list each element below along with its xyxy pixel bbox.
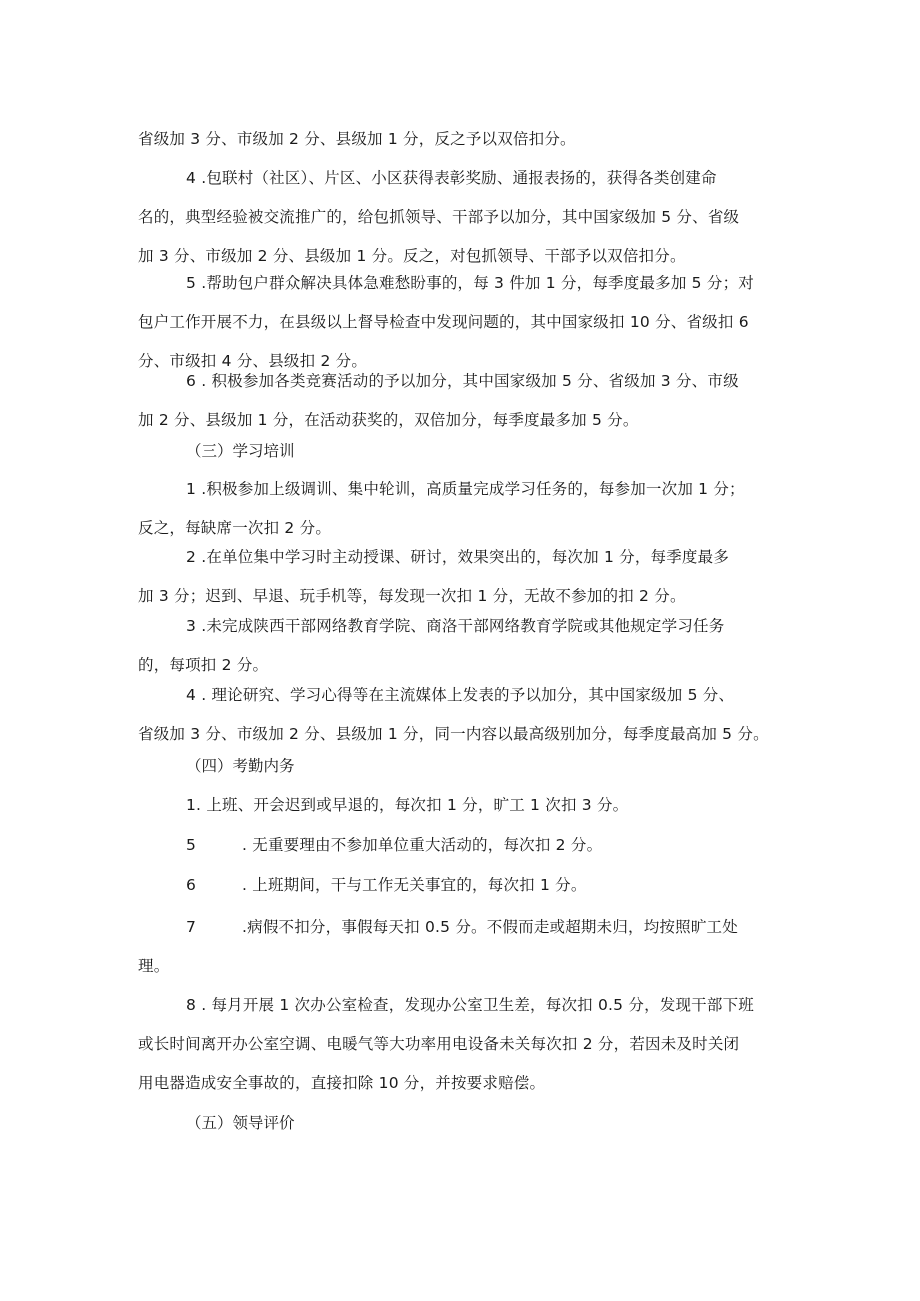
text-line (138, 908, 798, 947)
item-text: .病假不扣分，事假每天扣 0.5 分。不假而走或超期未归，均按照旷工处 (242, 918, 738, 936)
text-line: 加 2 分、县级加 1 分，在活动获奖的，双倍加分，每季度最多加 5 分。 (138, 411, 639, 429)
text-line: 4 .包联村（社区）、片区、小区获得表彰奖励、通报表扬的，获得各类创建命 (186, 169, 717, 187)
text-line: 加 3 分、市级加 2 分、县级加 1 分。反之，对包抓领导、干部予以双倍扣分。 (138, 247, 686, 265)
text-line: 的，每项扣 2 分。 (138, 656, 269, 674)
section-heading-study: （三）学习培训 (186, 442, 295, 460)
text-line: 1 .积极参加上级调训、集中轮训，高质量完成学习任务的，每参加一次加 1 分； (186, 480, 745, 498)
text-line: 名的，典型经验被交流推广的，给包抓领导、干部予以加分，其中国家级加 5 分、省级 (138, 208, 740, 226)
paragraph-study-4 (138, 676, 818, 754)
text-line: 4 . 理论研究、学习心得等在主流媒体上发表的予以加分，其中国家级加 5 分、 (186, 686, 735, 704)
text-line: 包户工作开展不力，在县级以上督导检查中发现问题的，其中国家级扣 10 分、省级扣 6 (138, 313, 749, 331)
section-heading-leader-evaluation: （五）领导评价 (186, 1114, 295, 1132)
text-line: 6 . 积极参加各类竞赛活动的予以加分，其中国家级加 5 分、省级加 3 分、市级 (186, 372, 739, 390)
text-line: 理。 (138, 957, 170, 975)
text-line: 加 3 分；迟到、早退、玩手机等，每发现一次扣 1 分，无故不参加的扣 2 分。 (138, 587, 686, 605)
item-number: 5 (186, 836, 197, 854)
text-line: 省级加 3 分、市级加 2 分、县级加 1 分，反之予以双倍扣分。 (138, 130, 576, 148)
text-line: 或长时间离开办公室空调、电暖气等大功率用电设备未关每次扣 2 分，若因未及时关闭 (138, 1035, 740, 1053)
item-number: 7 (186, 918, 197, 936)
text-line: 反之，每缺席一次扣 2 分。 (138, 519, 332, 537)
text-line: 分、市级扣 4 分、县级扣 2 分。 (138, 352, 368, 370)
paragraph-item-4 (138, 159, 798, 276)
text-line (138, 826, 798, 865)
paragraph-study-1 (138, 470, 798, 548)
text-line: 用电器造成安全事故的，直接扣除 10 分，并按要求赔偿。 (138, 1074, 546, 1092)
item-number: 6 (186, 876, 197, 894)
text-line: 3 .未完成陕西干部网络教育学院、商洛干部网络教育学院或其他规定学习任务 (186, 617, 725, 635)
text-line: 8 . 每月开展 1 次办公室检查，发现办公室卫生差，每次扣 0.5 分，发现干部下班 (186, 996, 754, 1014)
paragraph-attendance-8 (138, 986, 798, 1103)
text-line (138, 866, 798, 905)
paragraph-attendance-5 (138, 826, 798, 865)
item-text: . 上班期间，干与工作无关事宜的，每次扣 1 分。 (242, 876, 587, 894)
paragraph-study-3 (138, 607, 798, 685)
text-line: 省级加 3 分、市级加 2 分、县级加 1 分，同一内容以最高级别加分，每季度最高加 5 分。 (138, 725, 769, 743)
paragraph-attendance-6 (138, 866, 798, 905)
paragraph-item-6 (138, 362, 798, 440)
text-line: 1. 上班、开会迟到或早退的，每次扣 1 分，旷工 1 次扣 3 分。 (186, 796, 629, 814)
text-line: 2 .在单位集中学习时主动授课、研讨，效果突出的，每次加 1 分，每季度最多 (186, 548, 730, 566)
section-heading-attendance: （四）考勤内务 (186, 757, 295, 775)
item-text: . 无重要理由不参加单位重大活动的，每次扣 2 分。 (242, 836, 603, 854)
paragraph-attendance-1 (138, 786, 798, 825)
paragraph-study-2 (138, 538, 798, 616)
paragraph-continuation (138, 120, 798, 159)
paragraph-attendance-7 (138, 908, 798, 986)
text-line: 5 .帮助包户群众解决具体急难愁盼事的，每 3 件加 1 分，每季度最多加 5 分；对 (186, 274, 754, 292)
